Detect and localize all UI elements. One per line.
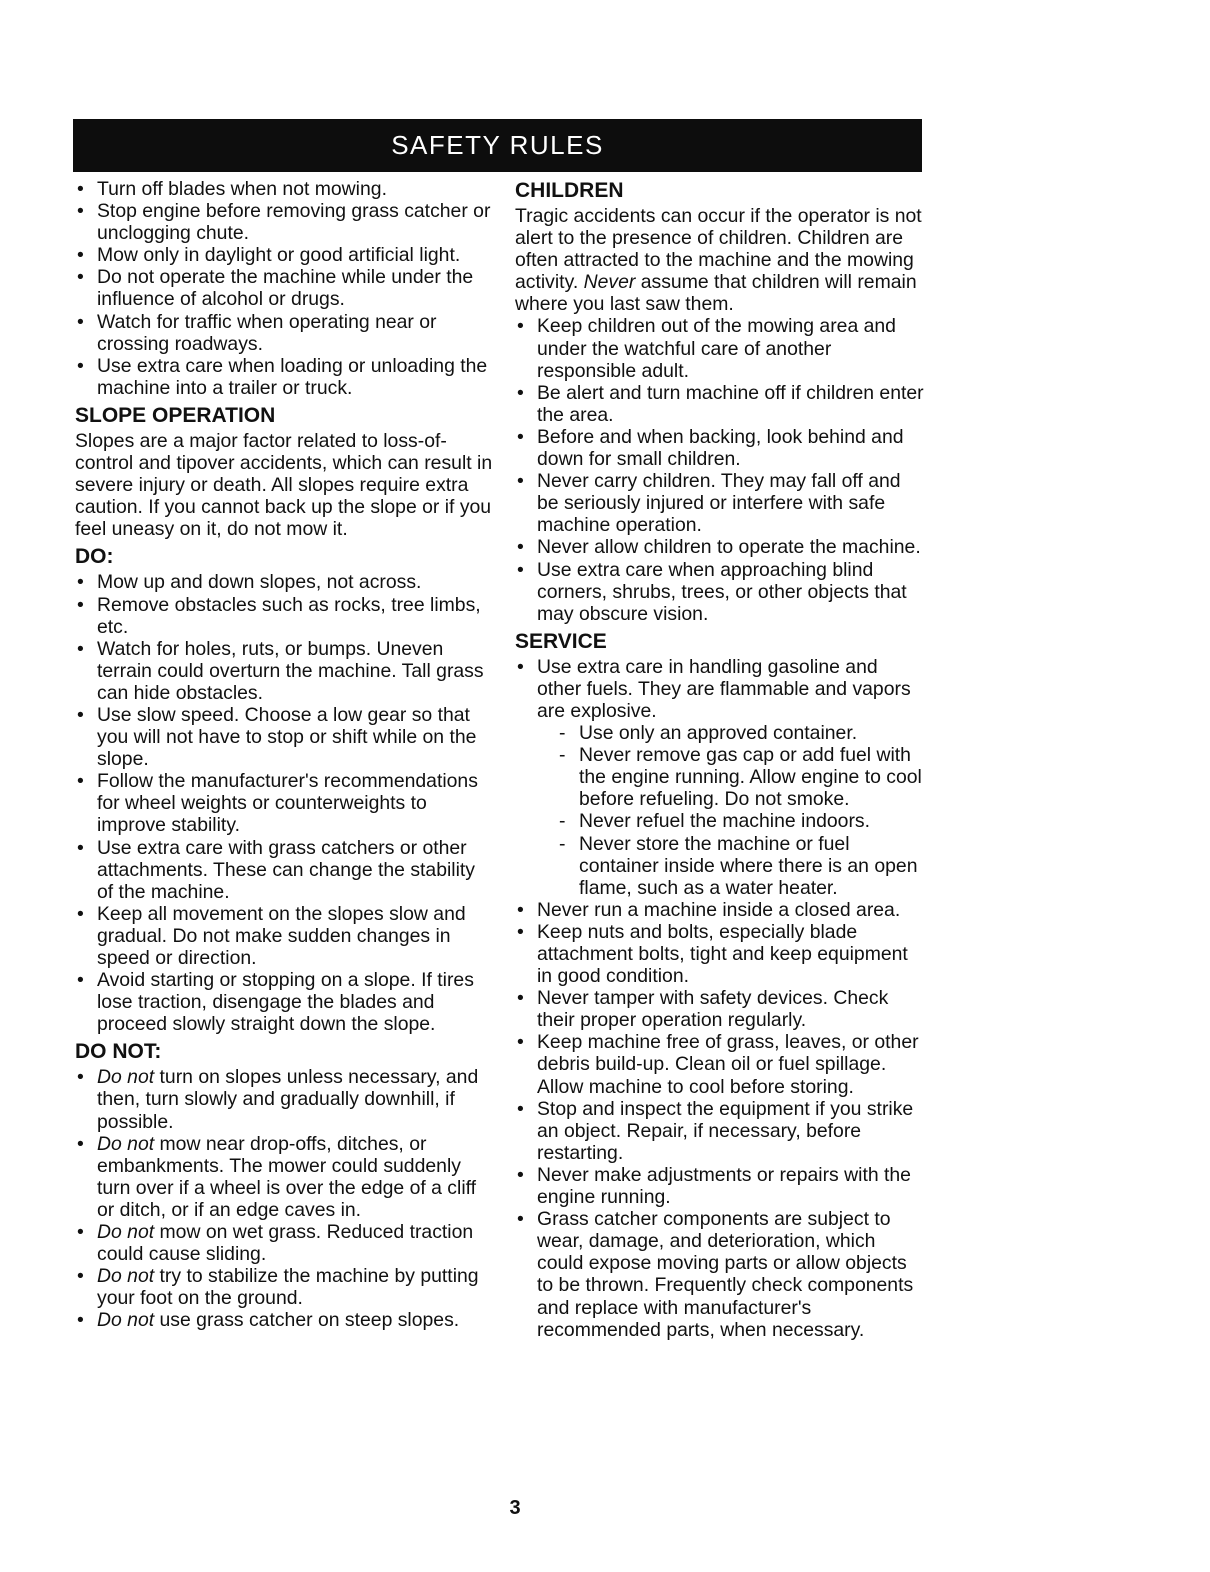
list-item: • Use slow speed. Choose a low gear so that you will not have to stop or shift while on the slope. bbox=[75, 704, 495, 770]
children-paragraph-tail: assume that children will remain where you last saw them. bbox=[515, 271, 917, 316]
do-not-emphasis: Do not bbox=[97, 1221, 155, 1244]
do-not-emphasis: Do not bbox=[97, 1309, 155, 1332]
page-title-banner bbox=[73, 119, 922, 172]
do-not-list bbox=[75, 1066, 495, 1331]
list-item-text: try to stabilize the machine by putting your foot on the ground. bbox=[97, 1265, 479, 1310]
fuel-dash-list bbox=[537, 722, 925, 899]
list-item bbox=[75, 1265, 495, 1309]
list-item: • Never carry children. They may fall off and be seriously injured or interfere with safe machine operation. bbox=[515, 470, 925, 536]
list-item: • Follow the manufacturer's recommendations for wheel weights or counterweights to improve stability. bbox=[75, 770, 495, 836]
children-paragraph bbox=[515, 205, 925, 315]
list-item bbox=[75, 1133, 495, 1221]
list-item: • Mow up and down slopes, not across. bbox=[75, 571, 495, 593]
service-heading: SERVICE bbox=[515, 629, 607, 653]
do-heading: DO: bbox=[75, 545, 114, 569]
list-item: • Keep nuts and bolts, especially blade attachment bolts, tight and keep equipment in good condition. bbox=[515, 921, 925, 987]
slope-operation-heading: SLOPE OPERATION bbox=[75, 403, 276, 427]
do-not-emphasis: Do not bbox=[97, 1132, 155, 1155]
slope-operation-paragraph: Slopes are a major factor related to loss-of-control and tipover accidents, which can result in severe injury or death. All slopes require extra caution. If you cannot back up the slope or if you feel uneasy on it, do not mow it. bbox=[75, 429, 493, 541]
dash-item: - Never refuel the machine indoors. bbox=[557, 810, 925, 832]
list-item bbox=[75, 1309, 495, 1331]
list-item bbox=[75, 1221, 495, 1265]
list-item: • Never run a machine inside a closed area. bbox=[515, 899, 925, 921]
dash-item: - Use only an approved container. bbox=[557, 722, 925, 744]
list-item: • Never allow children to operate the machine. bbox=[515, 536, 925, 558]
right-column bbox=[515, 178, 925, 1341]
list-item: • Watch for traffic when operating near or crossing roadways. bbox=[75, 311, 495, 355]
list-item: • Be alert and turn machine off if children enter the area. bbox=[515, 382, 925, 426]
list-item: • Do not operate the machine while under the influence of alcohol or drugs. bbox=[75, 266, 495, 310]
list-item: • Use extra care with grass catchers or other attachments. These can change the stability of the machine. bbox=[75, 837, 495, 903]
list-item: • Keep all movement on the slopes slow and gradual. Do not make sudden changes in speed or direction. bbox=[75, 903, 495, 969]
dash-item: - Never remove gas cap or add fuel with the engine running. Allow engine to cool before refueling. Do not smoke. bbox=[557, 744, 925, 810]
list-item: • Remove obstacles such as rocks, tree limbs, etc. bbox=[75, 594, 495, 638]
list-item: • Use extra care when approaching blind corners, shrubs, trees, or other objects that may obscure vision. bbox=[515, 559, 925, 625]
list-item-text: turn on slopes unless necessary, and then, turn slowly and gradually downhill, if possible. bbox=[97, 1066, 479, 1133]
service-list bbox=[515, 656, 925, 1341]
list-item: • Never tamper with safety devices. Check their proper operation regularly. bbox=[515, 987, 925, 1031]
list-item: • Mow only in daylight or good artificial light. bbox=[75, 244, 495, 266]
list-item: • Stop and inspect the equipment if you strike an object. Repair, if necessary, before restarting. bbox=[515, 1098, 925, 1164]
list-item-text: use grass catcher on steep slopes. bbox=[154, 1309, 460, 1332]
list-item: • Use extra care when loading or unloading the machine into a trailer or truck. bbox=[75, 355, 495, 399]
general-safety-list bbox=[75, 178, 495, 399]
left-column bbox=[75, 178, 495, 1332]
list-item-text: Use extra care in handling gasoline and other fuels. They are flammable and vapors are explosive. bbox=[537, 655, 911, 722]
list-item bbox=[75, 1066, 495, 1132]
never-emphasis: Never bbox=[583, 271, 636, 294]
list-item: • Watch for holes, ruts, or bumps. Uneven terrain could overturn the machine. Tall grass can hide obstacles. bbox=[75, 638, 495, 704]
do-list bbox=[75, 571, 495, 1035]
dash-item: - Never store the machine or fuel container inside where there is an open flame, such as a water heater. bbox=[557, 833, 925, 899]
list-item: • Turn off blades when not mowing. bbox=[75, 178, 495, 200]
list-item: • Never make adjustments or repairs with the engine running. bbox=[515, 1164, 925, 1208]
list-item bbox=[515, 656, 925, 899]
page-number: 3 bbox=[509, 1497, 521, 1519]
list-item: • Stop engine before removing grass catcher or unclogging chute. bbox=[75, 200, 495, 244]
do-not-emphasis: Do not bbox=[97, 1265, 155, 1288]
children-heading: CHILDREN bbox=[515, 179, 624, 202]
list-item-text: mow near drop-offs, ditches, or embankments. The mower could suddenly turn over if a wheel is over the edge of a cliff or ditch, or if an edge caves in. bbox=[97, 1132, 477, 1221]
list-item: • Avoid starting or stopping on a slope. If tires lose traction, disengage the blades and proceed slowly straight down the slope. bbox=[75, 969, 495, 1035]
children-paragraph-text: Tragic accidents can occur if the operator is not alert to the presence of children. Children are often attracted to the machine and the mowing activity. bbox=[515, 205, 922, 294]
list-item: • Keep children out of the mowing area and under the watchful care of another responsible adult. bbox=[515, 315, 925, 381]
do-not-emphasis: Do not bbox=[97, 1066, 155, 1089]
children-list bbox=[515, 315, 925, 624]
list-item: • Before and when backing, look behind and down for small children. bbox=[515, 426, 925, 470]
list-item: • Grass catcher components are subject to wear, damage, and deterioration, which could expose moving parts or allow objects to be thrown. Frequently check components and replace with manufacturer's recommended parts, when necessary. bbox=[515, 1208, 925, 1341]
do-not-heading: DO NOT: bbox=[75, 1040, 162, 1064]
page-title: SAFETY RULES bbox=[391, 130, 604, 160]
list-item: • Keep machine free of grass, leaves, or other debris build-up. Clean oil or fuel spillage. Allow machine to cool before storing. bbox=[515, 1031, 925, 1097]
list-item-text: mow on wet grass. Reduced traction could cause sliding. bbox=[97, 1221, 474, 1266]
